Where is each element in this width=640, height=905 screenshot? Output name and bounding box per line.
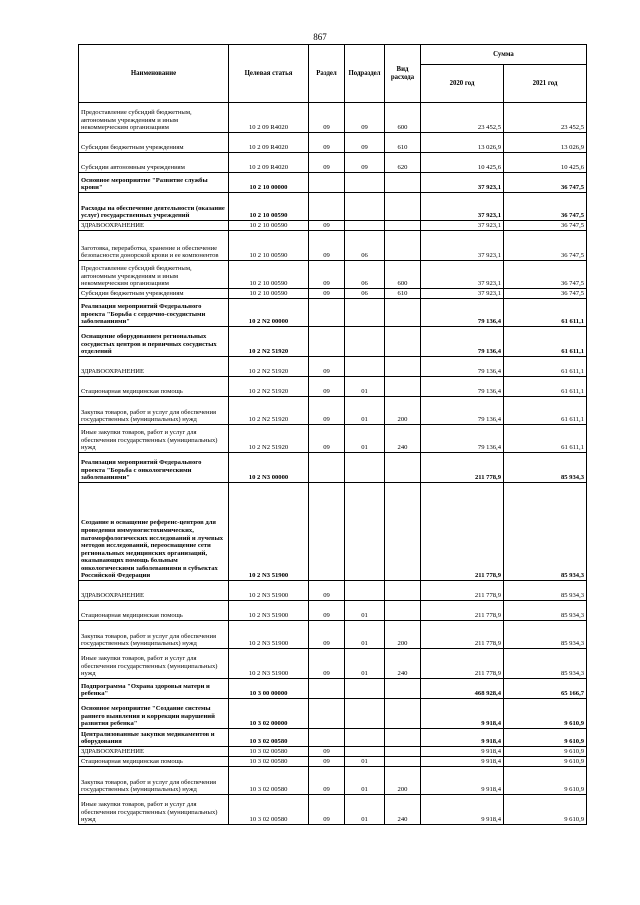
cell-2020: 211 778,9 <box>421 621 504 649</box>
cell-target: 10 3 02 00580 <box>229 757 309 767</box>
cell-subsection <box>345 299 385 327</box>
page-number: 867 <box>313 32 327 42</box>
cell-target: 10 2 N2 51920 <box>229 425 309 453</box>
cell-subsection <box>345 729 385 747</box>
cell-section: 09 <box>309 757 345 767</box>
cell-subsection <box>345 679 385 699</box>
cell-2021: 85 934,3 <box>504 483 587 581</box>
cell-target: 10 3 00 00000 <box>229 679 309 699</box>
cell-2020: 211 778,9 <box>421 601 504 621</box>
table-row <box>79 289 587 299</box>
table-row <box>79 767 587 795</box>
cell-name: Подпрограмма "Охрана здоровья матери и ребенка" <box>79 679 229 699</box>
cell-subsection <box>345 173 385 193</box>
table-row <box>79 221 587 231</box>
table-row <box>79 103 587 133</box>
cell-subsection <box>345 357 385 377</box>
cell-name: Расходы на обеспечение деятельности (оказание услуг) государственных учреждений <box>79 193 229 221</box>
cell-target: 10 2 N2 51920 <box>229 377 309 397</box>
cell-section: 09 <box>309 231 345 261</box>
header-expense-type: Вид расхода <box>385 45 421 103</box>
cell-name: ЗДРАВООХРАНЕНИЕ <box>79 357 229 377</box>
cell-name: Субсидии бюджетным учреждениям <box>79 133 229 153</box>
cell-target: 10 2 N3 51900 <box>229 601 309 621</box>
cell-2020: 23 452,5 <box>421 103 504 133</box>
cell-2020: 211 778,9 <box>421 453 504 483</box>
header-sum: Сумма <box>421 45 587 65</box>
cell-target: 10 2 N3 00000 <box>229 453 309 483</box>
cell-expense-type <box>385 299 421 327</box>
cell-expense-type <box>385 483 421 581</box>
cell-2021: 9 610,9 <box>504 729 587 747</box>
cell-2021: 9 610,9 <box>504 747 587 757</box>
cell-2020: 79 136,4 <box>421 425 504 453</box>
cell-target: 10 2 N3 51900 <box>229 483 309 581</box>
cell-name: Стационарная медицинская помощь <box>79 601 229 621</box>
header-year-2021: 2021 год <box>504 65 587 103</box>
cell-target: 10 3 02 00000 <box>229 699 309 729</box>
cell-section: 09 <box>309 621 345 649</box>
cell-2021: 9 610,9 <box>504 795 587 825</box>
cell-section <box>309 483 345 581</box>
cell-2021: 85 934,3 <box>504 453 587 483</box>
cell-name: ЗДРАВООХРАНЕНИЕ <box>79 221 229 231</box>
cell-section: 09 <box>309 103 345 133</box>
cell-subsection: 09 <box>345 103 385 133</box>
cell-section: 09 <box>309 581 345 601</box>
cell-target: 10 2 10 00590 <box>229 231 309 261</box>
header-section: Раздел <box>309 45 345 103</box>
cell-2020: 9 918,4 <box>421 699 504 729</box>
cell-subsection: 01 <box>345 757 385 767</box>
cell-target: 10 2 10 00590 <box>229 261 309 289</box>
cell-section: 09 <box>309 289 345 299</box>
cell-name: Субсидии автономным учреждениям <box>79 153 229 173</box>
cell-name: ЗДРАВООХРАНЕНИЕ <box>79 747 229 757</box>
budget-table <box>78 44 587 825</box>
cell-section <box>309 679 345 699</box>
cell-expense-type: 200 <box>385 397 421 425</box>
table-row <box>79 193 587 221</box>
cell-2020: 9 918,4 <box>421 767 504 795</box>
cell-subsection <box>345 581 385 601</box>
cell-section <box>309 699 345 729</box>
cell-2021: 85 934,3 <box>504 649 587 679</box>
cell-name: Иные закупки товаров, работ и услуг для обеспечения государственных (муниципальных) нужд <box>79 425 229 453</box>
table-row <box>79 483 587 581</box>
table-row <box>79 357 587 377</box>
cell-expense-type: 240 <box>385 795 421 825</box>
cell-section <box>309 173 345 193</box>
cell-name: Иные закупки товаров, работ и услуг для обеспечения государственных (муниципальных) нужд <box>79 649 229 679</box>
cell-name: Предоставление субсидий бюджетным, автономным учреждениям и иным некоммерческим организациям <box>79 103 229 133</box>
table-row <box>79 133 587 153</box>
cell-expense-type <box>385 231 421 261</box>
cell-subsection <box>345 193 385 221</box>
cell-expense-type: 240 <box>385 425 421 453</box>
cell-expense-type <box>385 173 421 193</box>
table-row <box>79 231 587 261</box>
cell-section: 09 <box>309 397 345 425</box>
table-row <box>79 153 587 173</box>
table-row <box>79 299 587 327</box>
cell-2020: 79 136,4 <box>421 357 504 377</box>
table-row <box>79 397 587 425</box>
cell-2021: 61 611,1 <box>504 357 587 377</box>
cell-name: Централизованные закупки медикаментов и оборудования <box>79 729 229 747</box>
cell-2020: 79 136,4 <box>421 299 504 327</box>
cell-name: Создание и оснащение референс-центров для проведения иммуногистохимических, патоморфологических исследований и лучевых методов исследований, переоснащение сети региональных медицинских организаций, оказывающих помощь больным онкологическими заболеваниями в субъектах Российской Федерации <box>79 483 229 581</box>
table-row <box>79 621 587 649</box>
cell-2021: 61 611,1 <box>504 327 587 357</box>
cell-subsection: 01 <box>345 621 385 649</box>
cell-2020: 211 778,9 <box>421 649 504 679</box>
cell-expense-type <box>385 221 421 231</box>
cell-2020: 9 918,4 <box>421 729 504 747</box>
cell-target: 10 2 N3 51900 <box>229 649 309 679</box>
cell-2021: 23 452,5 <box>504 103 587 133</box>
cell-subsection: 01 <box>345 767 385 795</box>
cell-subsection: 06 <box>345 231 385 261</box>
cell-2020: 37 923,1 <box>421 261 504 289</box>
cell-name: Реализация мероприятий Федерального проекта "Борьба с сердечно-сосудистыми заболеваниями" <box>79 299 229 327</box>
cell-2021: 85 934,3 <box>504 621 587 649</box>
cell-section <box>309 299 345 327</box>
table-row <box>79 261 587 289</box>
cell-target: 10 2 10 00590 <box>229 289 309 299</box>
cell-2021: 36 747,5 <box>504 261 587 289</box>
cell-2021: 9 610,9 <box>504 757 587 767</box>
cell-2021: 10 425,6 <box>504 153 587 173</box>
cell-target: 10 2 09 R4020 <box>229 153 309 173</box>
cell-2020: 37 923,1 <box>421 193 504 221</box>
cell-target: 10 2 09 R4020 <box>229 133 309 153</box>
cell-2021: 61 611,1 <box>504 397 587 425</box>
cell-expense-type <box>385 357 421 377</box>
cell-name: Предоставление субсидий бюджетным, автономным учреждениям и иным некоммерческим организациям <box>79 261 229 289</box>
cell-section: 09 <box>309 221 345 231</box>
cell-2021: 36 747,5 <box>504 231 587 261</box>
table-row <box>79 649 587 679</box>
header-subsection: Подраздел <box>345 45 385 103</box>
cell-name: Иные закупки товаров, работ и услуг для обеспечения государственных (муниципальных) нужд <box>79 795 229 825</box>
cell-expense-type: 200 <box>385 621 421 649</box>
cell-2020: 211 778,9 <box>421 581 504 601</box>
cell-expense-type <box>385 729 421 747</box>
cell-section: 09 <box>309 747 345 757</box>
cell-section: 09 <box>309 425 345 453</box>
cell-target: 10 2 10 00590 <box>229 193 309 221</box>
cell-2020: 9 918,4 <box>421 747 504 757</box>
cell-subsection <box>345 221 385 231</box>
cell-2020: 9 918,4 <box>421 757 504 767</box>
cell-section <box>309 327 345 357</box>
cell-subsection <box>345 453 385 483</box>
cell-section: 09 <box>309 649 345 679</box>
cell-2021: 36 747,5 <box>504 221 587 231</box>
cell-2020: 37 923,1 <box>421 173 504 193</box>
cell-section <box>309 453 345 483</box>
table-row <box>79 327 587 357</box>
cell-name: Оснащение оборудованием региональных сосудистых центров и первичных сосудистых отделений <box>79 327 229 357</box>
cell-name: Основное мероприятие "Развитие службы крови" <box>79 173 229 193</box>
cell-section: 09 <box>309 601 345 621</box>
cell-name: Основное мероприятие "Создание системы раннего выявления и коррекции нарушений развития ребенка" <box>79 699 229 729</box>
table-row <box>79 747 587 757</box>
table-row <box>79 699 587 729</box>
cell-expense-type: 600 <box>385 103 421 133</box>
cell-subsection <box>345 327 385 357</box>
header-name: Наименование <box>79 45 229 103</box>
cell-name: Закупка товаров, работ и услуг для обеспечения государственных (муниципальных) нужд <box>79 397 229 425</box>
cell-subsection: 06 <box>345 261 385 289</box>
cell-expense-type: 240 <box>385 649 421 679</box>
cell-2021: 36 747,5 <box>504 289 587 299</box>
table-row <box>79 173 587 193</box>
cell-target: 10 2 N3 51900 <box>229 581 309 601</box>
header-year-2020: 2020 год <box>421 65 504 103</box>
cell-name: Стационарная медицинская помощь <box>79 377 229 397</box>
cell-subsection: 01 <box>345 377 385 397</box>
cell-target: 10 2 N2 00000 <box>229 299 309 327</box>
cell-expense-type <box>385 377 421 397</box>
cell-2021: 9 610,9 <box>504 767 587 795</box>
cell-subsection: 01 <box>345 425 385 453</box>
cell-2021: 61 611,1 <box>504 299 587 327</box>
cell-2021: 9 610,9 <box>504 699 587 729</box>
cell-expense-type: 610 <box>385 133 421 153</box>
cell-expense-type: 610 <box>385 289 421 299</box>
cell-2021: 61 611,1 <box>504 377 587 397</box>
cell-2020: 13 026,9 <box>421 133 504 153</box>
cell-name: Закупка товаров, работ и услуг для обеспечения государственных (муниципальных) нужд <box>79 621 229 649</box>
table-row <box>79 377 587 397</box>
table-row <box>79 795 587 825</box>
table-row <box>79 757 587 767</box>
cell-expense-type <box>385 327 421 357</box>
cell-name: Реализация мероприятий Федерального проекта "Борьба с онкологическими заболеваниями" <box>79 453 229 483</box>
cell-section: 09 <box>309 767 345 795</box>
cell-section: 09 <box>309 357 345 377</box>
cell-target: 10 3 02 00580 <box>229 795 309 825</box>
cell-subsection: 01 <box>345 601 385 621</box>
cell-2020: 10 425,6 <box>421 153 504 173</box>
cell-2020: 211 778,9 <box>421 483 504 581</box>
cell-2020: 37 923,1 <box>421 221 504 231</box>
cell-2021: 36 747,5 <box>504 173 587 193</box>
cell-expense-type: 200 <box>385 767 421 795</box>
table-row <box>79 601 587 621</box>
cell-subsection <box>345 483 385 581</box>
cell-target: 10 2 10 00000 <box>229 173 309 193</box>
cell-2021: 13 026,9 <box>504 133 587 153</box>
cell-2020: 79 136,4 <box>421 377 504 397</box>
table-body <box>79 103 587 825</box>
cell-name: ЗДРАВООХРАНЕНИЕ <box>79 581 229 601</box>
cell-2021: 65 166,7 <box>504 679 587 699</box>
cell-name: Субсидии бюджетным учреждениям <box>79 289 229 299</box>
cell-subsection: 09 <box>345 133 385 153</box>
cell-2020: 9 918,4 <box>421 795 504 825</box>
cell-subsection: 01 <box>345 795 385 825</box>
cell-expense-type <box>385 699 421 729</box>
cell-subsection: 01 <box>345 397 385 425</box>
cell-2021: 61 611,1 <box>504 425 587 453</box>
cell-section: 09 <box>309 377 345 397</box>
cell-expense-type <box>385 679 421 699</box>
cell-section: 09 <box>309 133 345 153</box>
cell-expense-type <box>385 453 421 483</box>
cell-expense-type <box>385 601 421 621</box>
cell-section <box>309 193 345 221</box>
table-row <box>79 453 587 483</box>
cell-2020: 468 928,4 <box>421 679 504 699</box>
cell-target: 10 3 02 00580 <box>229 747 309 757</box>
cell-expense-type <box>385 193 421 221</box>
cell-2021: 85 934,3 <box>504 601 587 621</box>
cell-expense-type: 600 <box>385 261 421 289</box>
cell-2020: 79 136,4 <box>421 397 504 425</box>
cell-subsection <box>345 699 385 729</box>
header-target: Целевая статья <box>229 45 309 103</box>
cell-section: 09 <box>309 261 345 289</box>
cell-section: 09 <box>309 153 345 173</box>
cell-section <box>309 729 345 747</box>
cell-subsection <box>345 747 385 757</box>
cell-target: 10 2 N2 51920 <box>229 357 309 377</box>
cell-subsection: 06 <box>345 289 385 299</box>
cell-target: 10 3 02 00580 <box>229 767 309 795</box>
cell-target: 10 2 N2 51920 <box>229 327 309 357</box>
cell-2020: 37 923,1 <box>421 289 504 299</box>
cell-target: 10 2 10 00590 <box>229 221 309 231</box>
cell-2021: 36 747,5 <box>504 193 587 221</box>
cell-2020: 79 136,4 <box>421 327 504 357</box>
cell-subsection: 09 <box>345 153 385 173</box>
table-row <box>79 581 587 601</box>
cell-target: 10 2 N2 51920 <box>229 397 309 425</box>
cell-2021: 85 934,3 <box>504 581 587 601</box>
cell-section: 09 <box>309 795 345 825</box>
cell-2020: 37 923,1 <box>421 231 504 261</box>
table-row <box>79 679 587 699</box>
table-row <box>79 729 587 747</box>
cell-subsection: 01 <box>345 649 385 679</box>
table-row <box>79 425 587 453</box>
cell-expense-type <box>385 581 421 601</box>
cell-expense-type <box>385 747 421 757</box>
cell-target: 10 2 09 R4020 <box>229 103 309 133</box>
cell-expense-type <box>385 757 421 767</box>
cell-expense-type: 620 <box>385 153 421 173</box>
cell-name: Заготовка, переработка, хранение и обеспечение безопасности донорской крови и ее компонентов <box>79 231 229 261</box>
cell-name: Стационарная медицинская помощь <box>79 757 229 767</box>
cell-target: 10 2 N3 51900 <box>229 621 309 649</box>
cell-name: Закупка товаров, работ и услуг для обеспечения государственных (муниципальных) нужд <box>79 767 229 795</box>
cell-target: 10 3 02 00580 <box>229 729 309 747</box>
